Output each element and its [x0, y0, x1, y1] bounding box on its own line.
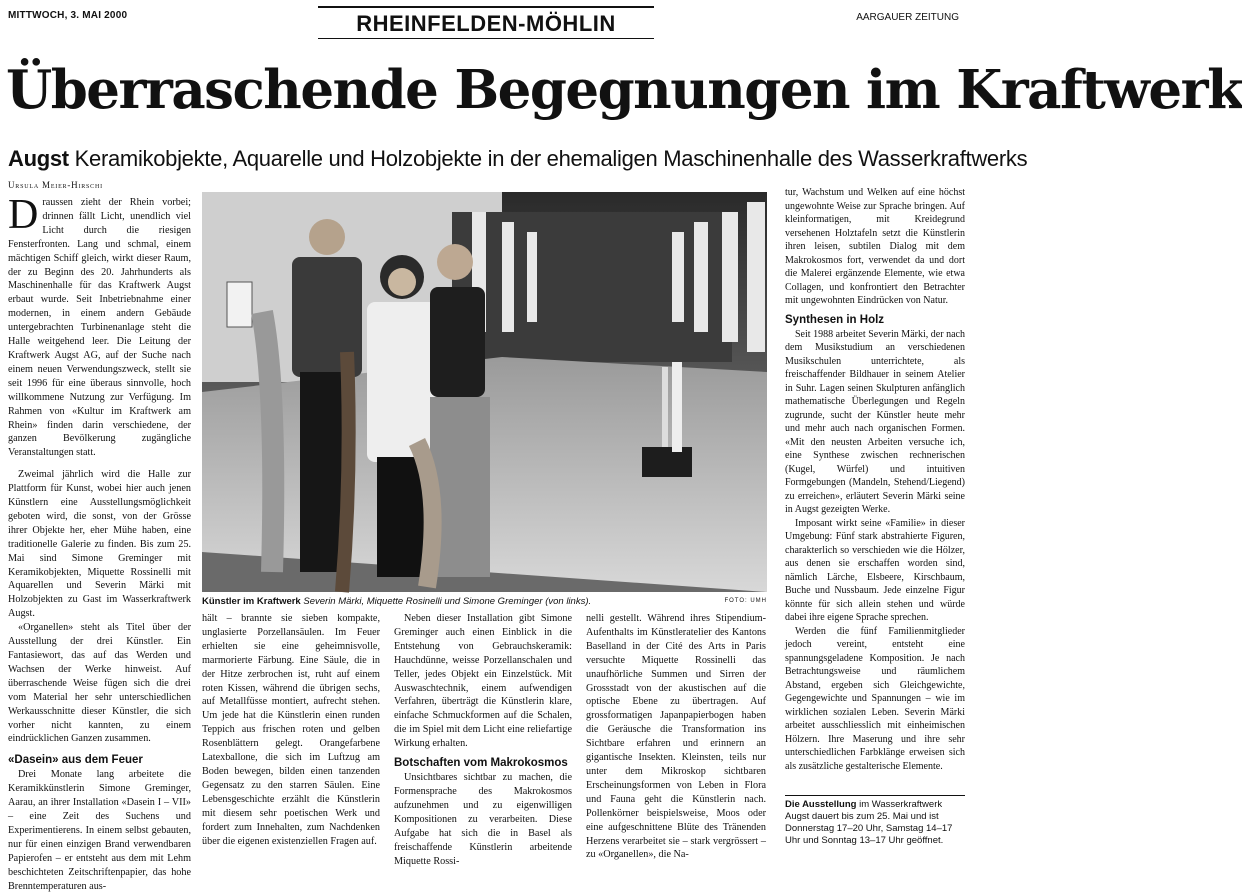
- paragraph: Unsichtbares sichtbar zu machen, die Formensprache des Makrokosmos aufzunehmen und zu eigenwilligen Kompositionen zu verarbeiten. Diese Aufgabe hat sich die in Basel als freischaffende Künstlerin arbeitende Miquette Rossi-: [394, 772, 572, 867]
- subheadline: [8, 146, 1028, 172]
- paragraph: nelli gestellt. Während ihres Stipendium-Aufenthalts im Künstleratelier des Kantons Baselland in der Cité des Arts in Paris versuchte Miquette Rossinelli das unaufhörliche Summen und Sirren der Grossstadt von der akustischen auf die optische Ebene zu übertragen. Auf grossformatigen Japanpapierbogen haben die Geräusche die Transformation ins Sichtbare erfahren und erinnern an gigantische Insekten. Kleinsten, teils nur unter dem Mikroskop sichtbaren Erscheinungsformen von Leben in Flora und Fauna geht die Künstlerin nach. Pollenkörner beispielsweise, Moos oder eine aufgeschnittene Blüte des Tränenden Herzens verarbeitet sie – stark vergrössert – zu «Organellen», die Na-: [586, 613, 766, 861]
- article-column-2: [202, 612, 380, 848]
- subheading: Synthesen in Holz: [785, 313, 885, 326]
- info-lead: Die Ausstellung: [785, 799, 857, 810]
- caption-lead: Künstler im Kraftwerk: [202, 596, 301, 607]
- subhead-text: Keramikobjekte, Aquarelle und Holzobjekte in der ehemaligen Maschinenhalle des Wasserkraftwerks: [74, 146, 1028, 171]
- drop-cap: D: [8, 192, 39, 238]
- byline: Ursula Meier-Hirschi: [8, 180, 103, 190]
- article-column-4: [586, 612, 766, 862]
- photo-credit: FOTO: UMH: [724, 598, 767, 604]
- paragraph: Seit 1988 arbeitet Severin Märki, der nach dem Musikstudium an verschiedenen Musikschulen unterrichtete, als freischaffender Bildhauer in seinem Atelier in Suhr. Lagen seinen Skulpturen anfänglich mathematische Überlegungen und Regeln zugrunde, sucht der Künstler heute mehr und mehr auch nach organischen Formen. «Mit den neusten Arbeiten versuche ich, eine Synthese zwischen rechnerischen (Kugel, Würfel) und intuitiven Formgebungen (Mandeln, Stehend/Liegend) zu erreichen», erläutert Severin Märki seine in Augst gezeigten Werke.: [785, 328, 965, 515]
- issue-date: MITTWOCH, 3. MAI 2000: [8, 10, 128, 21]
- paragraph: Drei Monate lang arbeitete die Keramikkünstlerin Simone Greminger, Aarau, an ihrer Installation «Dasein I – VII» – eine Zeit des Suchens und Experimentierens. In einem selbst gebauten, nur für einen einzigen Brand verwendbaren Papierofen – er entsteht aus dem mit Lehm beschichteten Zeitschriftenpapier, das hohe Brenntemperaturen aus-: [8, 769, 191, 892]
- article-column-3: [394, 612, 572, 868]
- paragraph: Werden die fünf Familienmitglieder jedoch vereint, entsteht eine spannungsgeladene Komposition. Je nach Betrachtungsweise und räumlichem Abstand, ergeben sich Gleichgewichte, Gegengewichte und Spannungen – wie im wirklichen sozialen Leben. Severin Märki arbeitet ausschliesslich mit einheimischen Hölzern. Ihre Maserung und ihre sehr unterschiedlichen Farbklänge erweisen sich als zusätzliche gestalterische Elemente.: [785, 625, 965, 772]
- paragraph: Neben dieser Installation gibt Simone Greminger auch einen Einblick in die Entstehung von Gebrauchskeramik: Hauchdünne, weisse Porzellanschalen und Teller, jedes Objekt ein Einzelstück. Mit Auswaschtechnik, einem aufwendigen Verfahren, überträgt die Künstlerin klare, einfache Schmuckformen auf die Schalen, die im Spiel mit dem Licht eine reliefartige Wirkung erhalten.: [394, 613, 572, 750]
- caption-names: Severin Märki, Miquette Rosinelli und Simone Greminger (von links).: [303, 596, 592, 607]
- section-title: RHEINFELDEN-MÖHLIN: [318, 6, 654, 39]
- exhibition-info-box: [785, 795, 965, 847]
- subheading: Botschaften vom Makrokosmos: [394, 757, 568, 770]
- paragraph: Zweimal jährlich wird die Halle zur Plattform für Kunst, wobei hier auch jenen Künstlern eine Ausstellungsmöglichkeit geboten wird, die sonst, von der Grösse ihrer Objekte her, eher Mühe haben, eine traditionelle Galerie zu finden. Bis zum 25. Mai sind Simone Greminger mit Keramikobjekten, Miquette Rossinelli mit Aquarellen und Severin Märki mit Holzobjekten zu Gast im Wasserkraftwerk Augst.: [8, 469, 191, 620]
- paragraph: Draussen zieht der Rhein vorbei; drinnen fällt Licht, unendlich viel Licht durch die riesigen Fensterfronten. Lang und schmal, einem mächtigen Schiff gleich, wirkt dieser Raum, der zu Beginn des 20. Jahrhunderts als Maschinenhalle für das Kraftwerk Augst erbaut wurde. Seit Inbetriebnahme einer modernen, in einem andern Gebäude untergebrachten Turbinenanlage steht die Halle weitgehend leer. Die Leitung der Kraftwerk Augst AG, auf der Suche nach einem neuen Verwendungszweck, stellt sie seit 1996 für eine überaus sinnvolle, hoch willkommene Nutzung zur Verfügung. Im Rahmen von «Kultur im Kraftwerk am Rhein» finden darin verschiedene, der ganzen Bevölkerung zugängliche Veranstaltungen statt.: [8, 192, 191, 459]
- paragraph: tur, Wachstum und Welken auf eine höchst ungewohnte Weise zur Sprache bringen. Auf kleinformatigen, mit Kreidegrund versehenen Holztafeln setzt die Künstlerin ihren leisen, subtilen Dialog mit dem Makrokosmos fort, verwendet da und dort die Malerei ergänzende Elemente, wie etwa Collagen, und konfrontiert den Betrachter mit ungewohnten Eindrücken von Natur.: [785, 187, 965, 306]
- article-column-5: [785, 186, 965, 773]
- article-column-1: [8, 192, 191, 894]
- paragraph: «Organellen» steht als Titel über der Ausstellung der drei Künstler. Ein Fantasiewort, das auf das Werden und Wachsen der Werke hinweist. Auf überraschende Weise fügen sich die drei vom Material her sehr unterschiedlichen Werkausschnitte dieser Künstler, die sich vorher nicht kannten, zu einem eindrücklichen Ganzen zusammen.: [8, 622, 191, 745]
- photo-artists-in-hall: [202, 192, 767, 592]
- article-photo: [202, 192, 767, 592]
- newspaper-name: AARGAUER ZEITUNG: [856, 12, 959, 23]
- paragraph: hält – brannte sie sieben kompakte, unglasierte Porzellansäulen. Im Feuer erhielten sie eine geheimnisvolle, marmorierte Färbung. Eine Säule, die in der Hitze zerbrochen ist, ruht auf einem roten Kissen, während die übrigen sechs, auf Metallfüsse montiert, aufrecht stehen. Um jede hat die Künstlerin einen runden Teppich aus frischen roten und gelben Rosenblättern gelegt. Orangefarbene Latexballone, die sich im Luftzug am Boden bewegen, bilden einen tanzenden Gegensatz zu den starren Säulen. Eine Lebensgeschichte erzählt die Künstlerin mit diesem sehr poetischen Werk und fordert zum Innehalten, zum Nachdenken über die eigenen existenziellen Fragen auf.: [202, 613, 380, 847]
- subhead-place: Augst: [8, 146, 69, 171]
- headline: Überraschende Begegnungen im Kraftwerk: [6, 59, 1242, 121]
- info-text: im Wasserkraftwerk Augst dauert bis zum 25. Mai und ist Donnerstag 17–20 Uhr, Samstag 14–17 Uhr und Sonntag 13–17 Uhr geöffnet.: [785, 799, 953, 846]
- photo-caption: [202, 596, 767, 607]
- paragraph: Imposant wirkt seine «Familie» in dieser Umgebung: Fünf stark abstrahierte Figuren, charakterlich so verschieden wie die Hölzer, aus denen sie erschaffen worden sind, nämlich Lärche, Elsbeere, Kirschbaum, Buche und Nussbaum. Jede einzelne Figur könnte für sich allein stehen und würde dabei ihre eigene Sprache sprechen.: [785, 517, 965, 623]
- subheading: «Dasein» aus dem Feuer: [8, 754, 143, 767]
